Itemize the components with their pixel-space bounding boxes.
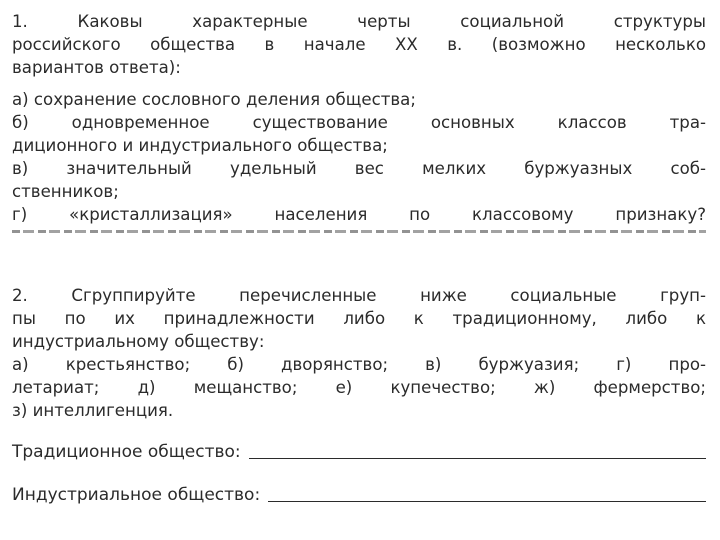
- question-1-option-b-line-2: диционного и индустриального общества;: [12, 136, 388, 155]
- cropped-text-fragment: [12, 229, 706, 235]
- question-2-line-3: индустриальному обществу:: [12, 332, 265, 351]
- question-2-options-line-3: з) интеллигенция.: [12, 401, 174, 420]
- traditional-society-label: Традиционное общество:: [12, 442, 241, 462]
- question-1-option-d: г) «кристаллизация» населения по классовому признаку?: [12, 205, 706, 224]
- question-1-line-2: российского общества в начале XX в. (возможно несколько: [12, 35, 706, 54]
- question-1-line-3: вариантов ответа):: [12, 58, 181, 77]
- question-1-option-c-line-1: в) значительный удельный вес мелких буржуазных соб-: [12, 159, 706, 178]
- question-2-options-line-2: летариат; д) мещанство; е) купечество; ж) фермерство;: [12, 378, 706, 397]
- question-1-option-b-line-1: б) одновременное существование основных классов тра-: [12, 113, 706, 132]
- industrial-society-label: Индустриальное общество:: [12, 485, 261, 505]
- question-2-line-1: 2. Сгруппируйте перечисленные ниже социальные груп-: [12, 286, 706, 305]
- traditional-society-answer-line[interactable]: [249, 457, 706, 459]
- industrial-society-answer-row: [12, 483, 706, 507]
- industrial-society-answer-line[interactable]: [268, 500, 706, 502]
- question-1-line-1: 1. Каковы характерные черты социальной структуры: [12, 12, 706, 31]
- question-2-options-line-1: а) крестьянство; б) дворянство; в) буржуазия; г) про-: [12, 355, 706, 374]
- question-1-option-a: а) сохранение сословного деления общества;: [12, 90, 416, 109]
- traditional-society-answer-row: [12, 440, 706, 464]
- question-2-line-2: пы по их принадлежности либо к традиционному, либо к: [12, 309, 706, 328]
- question-1-option-c-line-2: ственников;: [12, 182, 119, 201]
